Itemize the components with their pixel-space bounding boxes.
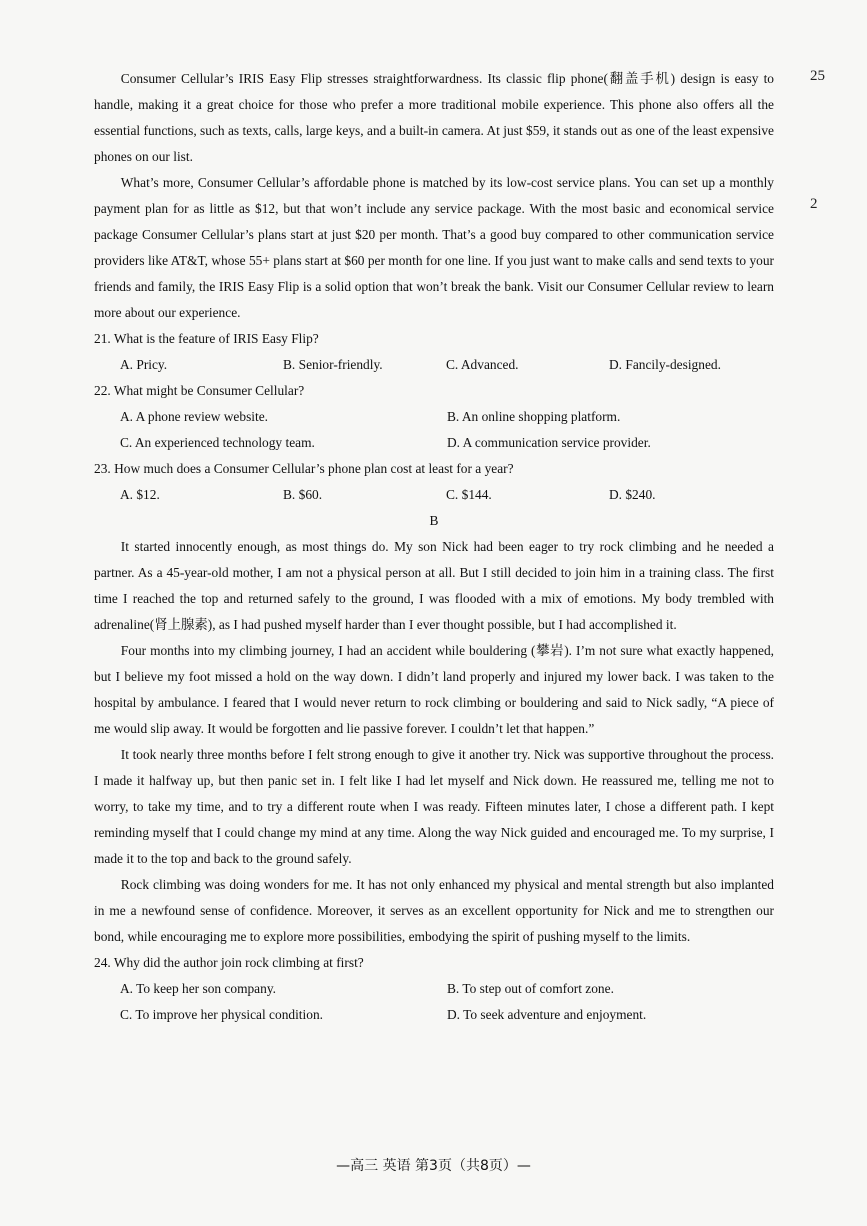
- option-d: D. A communication service provider.: [447, 435, 651, 450]
- question-stem: 23. How much does a Consumer Cellular’s phone plan cost at least for a year?: [94, 461, 514, 476]
- option-c: C. $144.: [446, 487, 492, 502]
- options-grid: [94, 404, 774, 456]
- section-label: B: [429, 513, 439, 528]
- options-row: [94, 352, 774, 378]
- exam-content: [94, 66, 774, 1028]
- question-23: [94, 456, 774, 508]
- options-row: [94, 482, 774, 508]
- question-stem: 21. What is the feature of IRIS Easy Flip?: [94, 331, 319, 346]
- option-c: C. To improve her physical condition.: [120, 1007, 323, 1022]
- page-footer: —高三 英语 第3页（共8页）—: [336, 1158, 531, 1174]
- option-d: D. $240.: [609, 487, 656, 502]
- question-22: [94, 378, 774, 456]
- options-grid: [94, 976, 774, 1028]
- passage-a: [94, 66, 774, 326]
- passage-b: [94, 534, 774, 950]
- option-a: A. Pricy.: [120, 357, 168, 372]
- option-d: D. Fancily-designed.: [609, 357, 721, 372]
- option-a: A. A phone review website.: [120, 409, 269, 424]
- option-b: B. An online shopping platform.: [447, 409, 621, 424]
- passage-paragraph: It started innocently enough, as most things do. My son Nick had been eager to try rock climbing and he needed a partner. As a 45-year-old mother, I am not a physical person at all. But I still decided to join him in a training class. The first time I reached the top and returned safely to the ground, I was flooded with a mix of emotions. My body trembled with adrenaline(肾上腺素), as I had pushed myself harder than I ever thought possible, but I had accomplished it.: [94, 539, 774, 632]
- question-stem: 24. Why did the author join rock climbing at first?: [94, 955, 364, 970]
- option-b: B. To step out of comfort zone.: [447, 981, 614, 996]
- passage-paragraph: Four months into my climbing journey, I had an accident while bouldering (攀岩). I’m not sure what exactly happened, but I believe my foot missed a hold on the way down. I didn’t land properly and injured my lower back. I was taken to the hospital by ambulance. I feared that I would never return to rock climbing or bouldering and said to Nick sadly, “A piece of me would slip away. It would be forgotten and lie passive forever. I couldn’t let that happen.”: [94, 643, 774, 736]
- option-a: A. $12.: [120, 487, 160, 502]
- option-b: B. $60.: [283, 487, 323, 502]
- margin-number: 25: [810, 68, 825, 84]
- margin-number: 2: [810, 196, 818, 212]
- question-21: [94, 326, 774, 378]
- option-c: C. Advanced.: [446, 357, 519, 372]
- option-a: A. To keep her son company.: [120, 981, 276, 996]
- question-24: [94, 950, 774, 1028]
- option-b: B. Senior-friendly.: [283, 357, 383, 372]
- passage-paragraph: It took nearly three months before I felt strong enough to give it another try. Nick was supportive throughout the process. I made it halfway up, but then panic set in. I felt like I had let myself and Nick down. He reassured me, telling me not to worry, to take my time, and to try a different route when I was ready. Fifteen minutes later, I chose a different path. I kept reminding myself that I could change my mind at any time. Along the way Nick guided and encouraged me. To my surprise, I made it to the top and back to the ground safely.: [94, 747, 774, 866]
- passage-paragraph: Consumer Cellular’s IRIS Easy Flip stresses straightforwardness. Its classic flip phone(翻盖手机) design is easy to handle, making it a great choice for those who prefer a more traditional mobile experience. This phone also offers all the essential functions, such as texts, calls, large keys, and a built-in camera. At just $59, it stands out as one of the least expensive phones on our list.: [94, 71, 774, 164]
- passage-paragraph: Rock climbing was doing wonders for me. It has not only enhanced my physical and mental strength but also implanted in me a newfound sense of confidence. Moreover, it serves as an excellent opportunity for Nick and me to strengthen our bond, while encouraging me to explore more possibilities, embodying the spirit of pushing myself to the limits.: [94, 877, 774, 944]
- passage-paragraph: What’s more, Consumer Cellular’s affordable phone is matched by its low-cost service plans. You can set up a monthly payment plan for as little as $12, but that won’t include any service package. With the most basic and economical service package Consumer Cellular’s plans start at just $20 per month. That’s a good buy compared to other communication service providers like AT&T, whose 55+ plans start at $60 per month for one line. If you just want to make calls and send texts to your friends and family, the IRIS Easy Flip is a solid option that won’t break the bank. Visit our Consumer Cellular review to learn more about our experience.: [94, 175, 774, 320]
- option-d: D. To seek adventure and enjoyment.: [447, 1007, 647, 1022]
- option-c: C. An experienced technology team.: [120, 435, 315, 450]
- question-stem: 22. What might be Consumer Cellular?: [94, 383, 305, 398]
